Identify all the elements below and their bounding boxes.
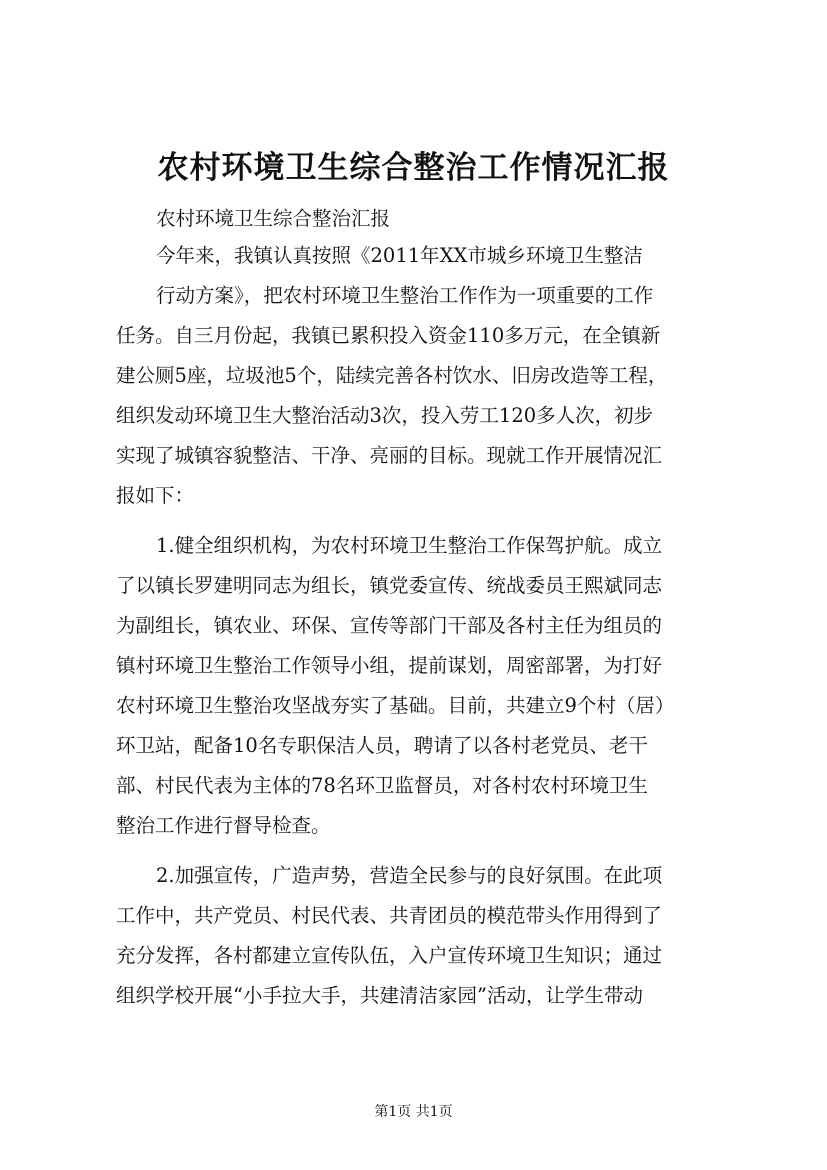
section-1-line: 整治工作进行督导检查。 [116, 814, 331, 837]
document-subtitle: 农村环境卫生综合整治汇报 [156, 207, 391, 230]
section-1-line: 1.健全组织机构，为农村环境卫生整治工作保驾护航。成立 [156, 534, 663, 557]
intro-line: 行动方案》，把农村环境卫生整治工作作为一项重要的工作 [156, 284, 654, 307]
section-1-line: 部、村民代表为主体的78名环卫监督员，对各村农村环境卫生 [116, 774, 648, 797]
intro-line: 任务。自三月份起，我镇已累积投入资金110多万元，在全镇新 [116, 324, 661, 347]
page-footer: 第1页 共1页 [374, 1104, 453, 1120]
section-1-line: 为副组长，镇农业、环保、宣传等部门干部及各村主任为组员的 [116, 614, 663, 637]
intro-line: 实现了城镇容貌整洁、干净、亮丽的目标。现就工作开展情况汇 [116, 444, 663, 467]
intro-line: 建公厕5座，垃圾池5个，陆续完善各村饮水、旧房改造等工程， [116, 364, 668, 387]
section-1-line: 镇村环境卫生整治工作领导小组，提前谋划，周密部署，为打好 [116, 654, 663, 677]
section-1-line: 了以镇长罗建明同志为组长，镇党委宣传、统战委员王熙斌同志 [116, 574, 663, 597]
document-title: 农村环境卫生综合整治工作情况汇报 [157, 150, 670, 186]
section-1-line: 农村环境卫生整治攻坚战夯实了基础。目前，共建立9个村（居） [116, 694, 675, 717]
section-2-line: 2.加强宣传，广造声势，营造全民参与的良好氛围。在此项 [156, 864, 663, 887]
section-2-line: 工作中，共产党员、村民代表、共青团员的模范带头作用得到了 [116, 904, 663, 927]
section-2-line: 组织学校开展“小手拉大手，共建清洁家园”活动，让学生带动 [116, 984, 643, 1007]
section-2-line: 充分发挥，各村都建立宣传队伍，入户宣传环境卫生知识；通过 [116, 944, 663, 967]
section-1-line: 环卫站，配备10名专职保洁人员，聘请了以各村老党员、老干 [116, 734, 648, 757]
intro-line: 今年来，我镇认真按照《2011年XX市城乡环境卫生整洁 [156, 244, 643, 267]
intro-line: 报如下： [116, 484, 195, 507]
intro-line: 组织发动环境卫生大整治活动3次，投入劳工120多人次，初步 [116, 404, 654, 427]
